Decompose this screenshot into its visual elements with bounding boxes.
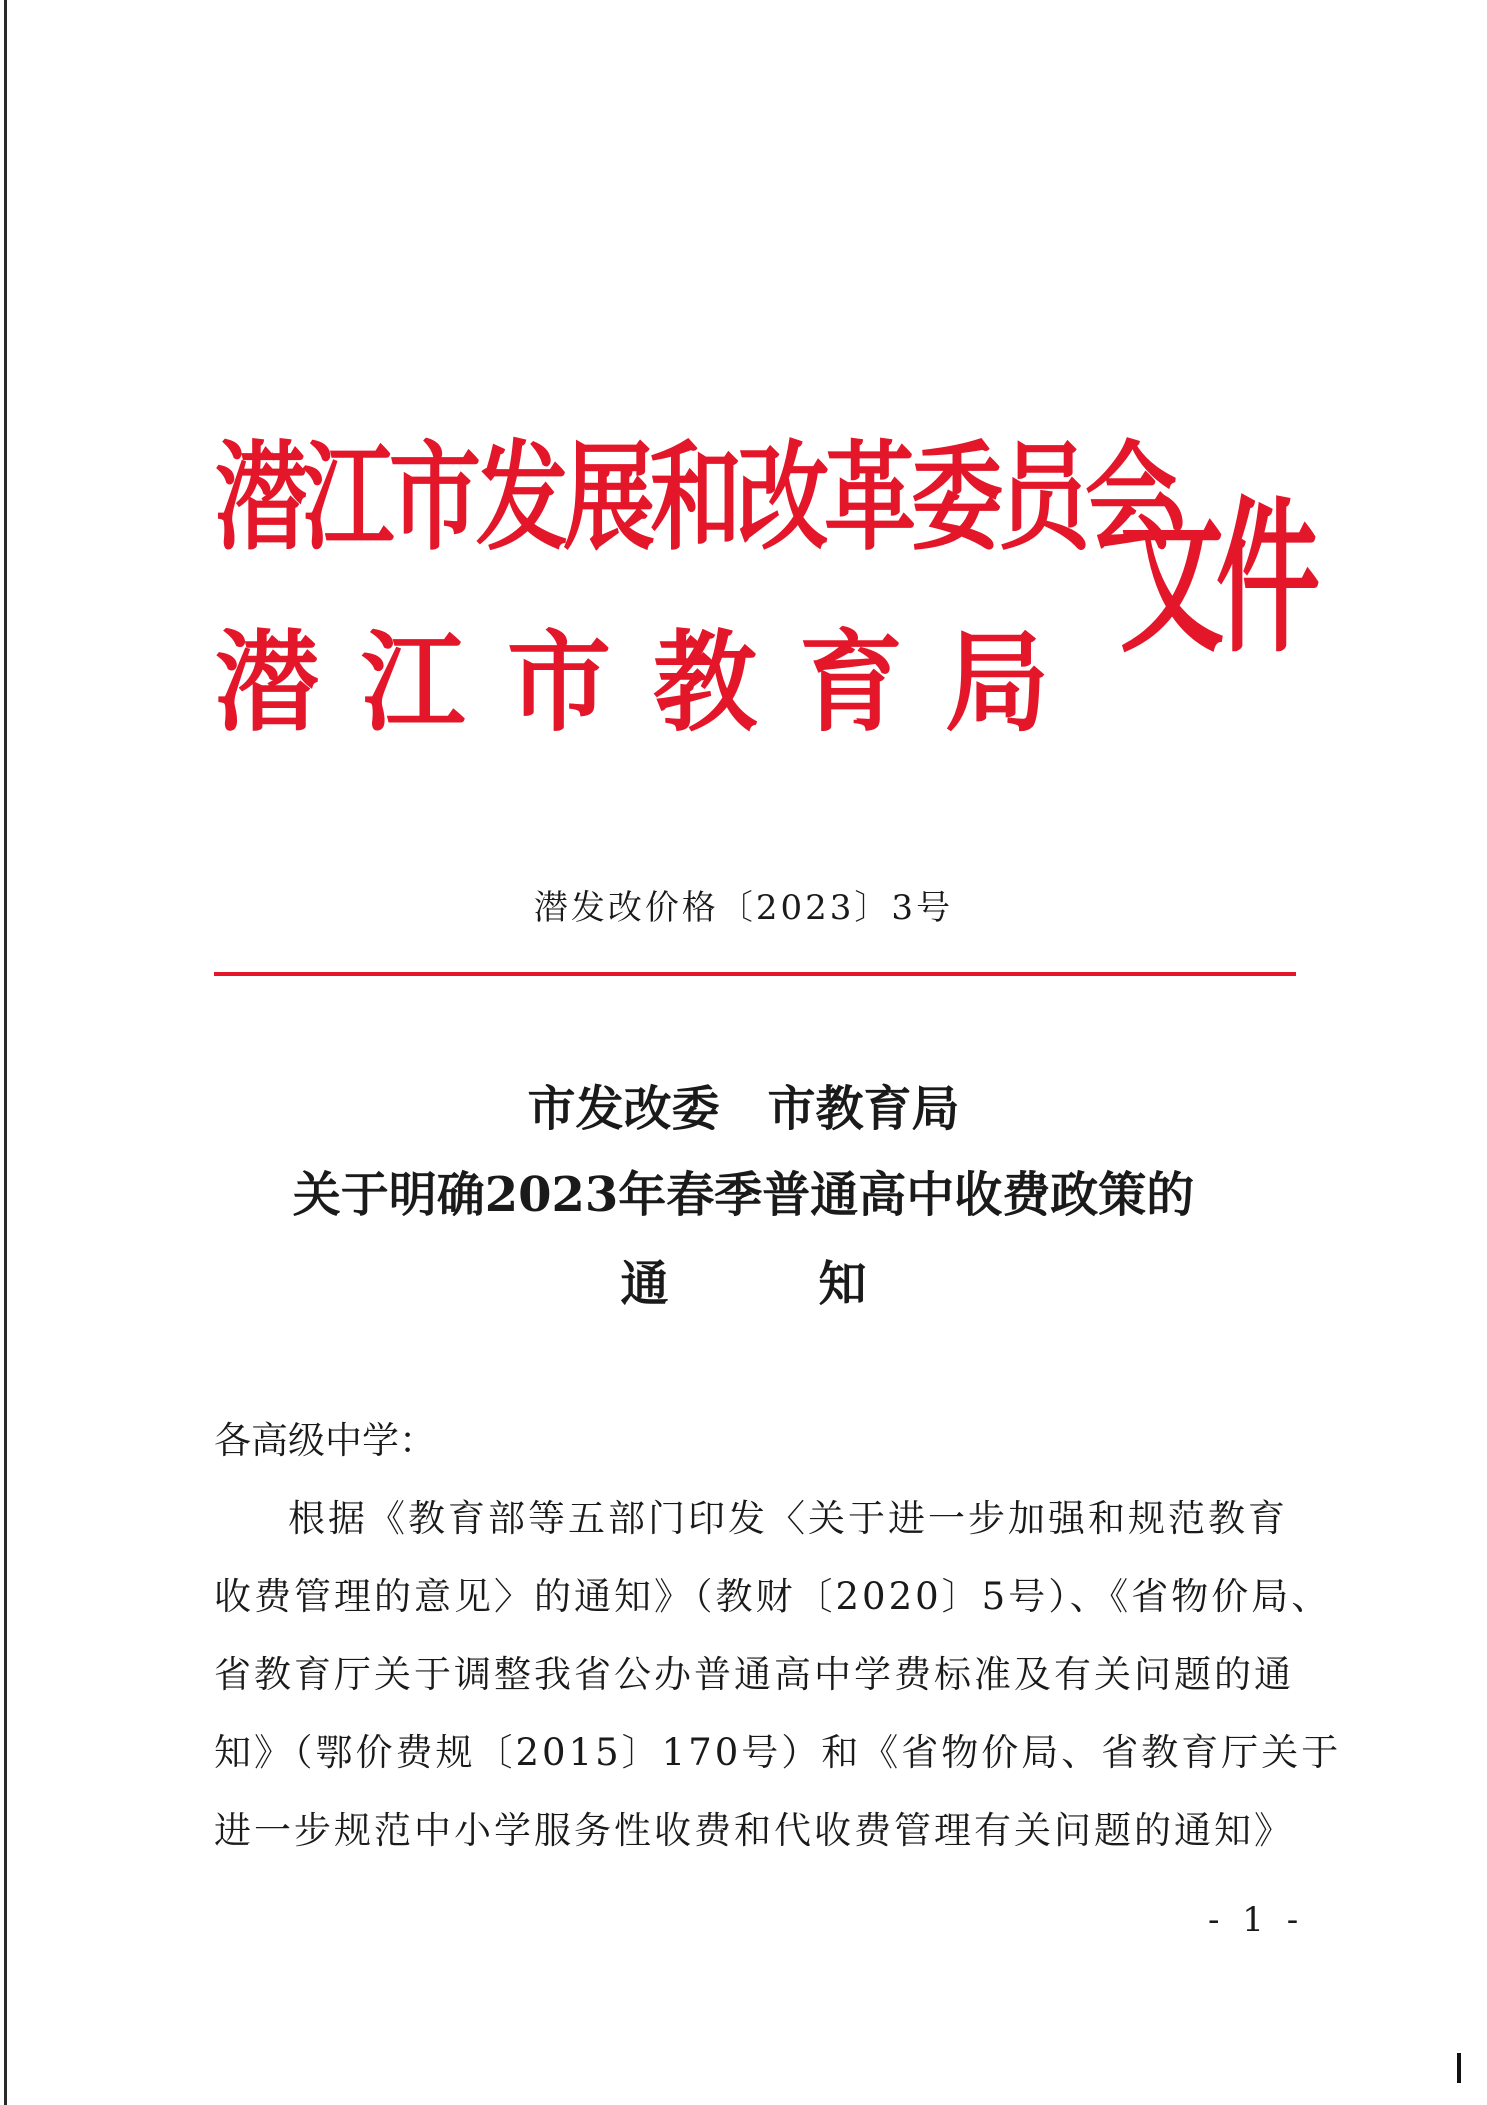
salutation: 各高级中学：: [214, 1419, 436, 1462]
letterhead-divider: [214, 972, 1296, 976]
letterhead-issuer-2: 潜江市教育局: [215, 618, 1092, 747]
document-number: 潜发改价格〔2023〕3号: [533, 888, 954, 928]
title-line-2: 关于明确2023年春季普通高中收费政策的: [292, 1167, 1195, 1223]
scan-edge-mark: [4, 0, 7, 2105]
body-line: 根据《教育部等五部门印发〈关于进一步加强和规范教育: [288, 1497, 1288, 1540]
letterhead-issuer-1: 潜江市发展和改革委员会: [215, 429, 1173, 567]
letterhead-suffix: 文件: [1120, 480, 1313, 676]
title-line-1: 市发改委 市教育局: [527, 1081, 960, 1137]
scan-corner-mark: [1457, 2053, 1461, 2083]
body-line: 知》（鄂价费规〔2015〕170号）和《省物价局、省教育厅关于: [214, 1731, 1342, 1774]
body-line: 省教育厅关于调整我省公办普通高中学费标准及有关问题的通: [214, 1653, 1294, 1696]
page-number: - 1 -: [1208, 1900, 1305, 1940]
body-paragraph: [214, 1480, 1342, 1870]
body-line: 进一步规范中小学服务性收费和代收费管理有关问题的通知》: [214, 1809, 1294, 1852]
title-line-3: 通知: [620, 1256, 1017, 1312]
body-line: 收费管理的意见〉的通知》（教财〔2020〕5号）、《省物价局、: [214, 1575, 1332, 1618]
